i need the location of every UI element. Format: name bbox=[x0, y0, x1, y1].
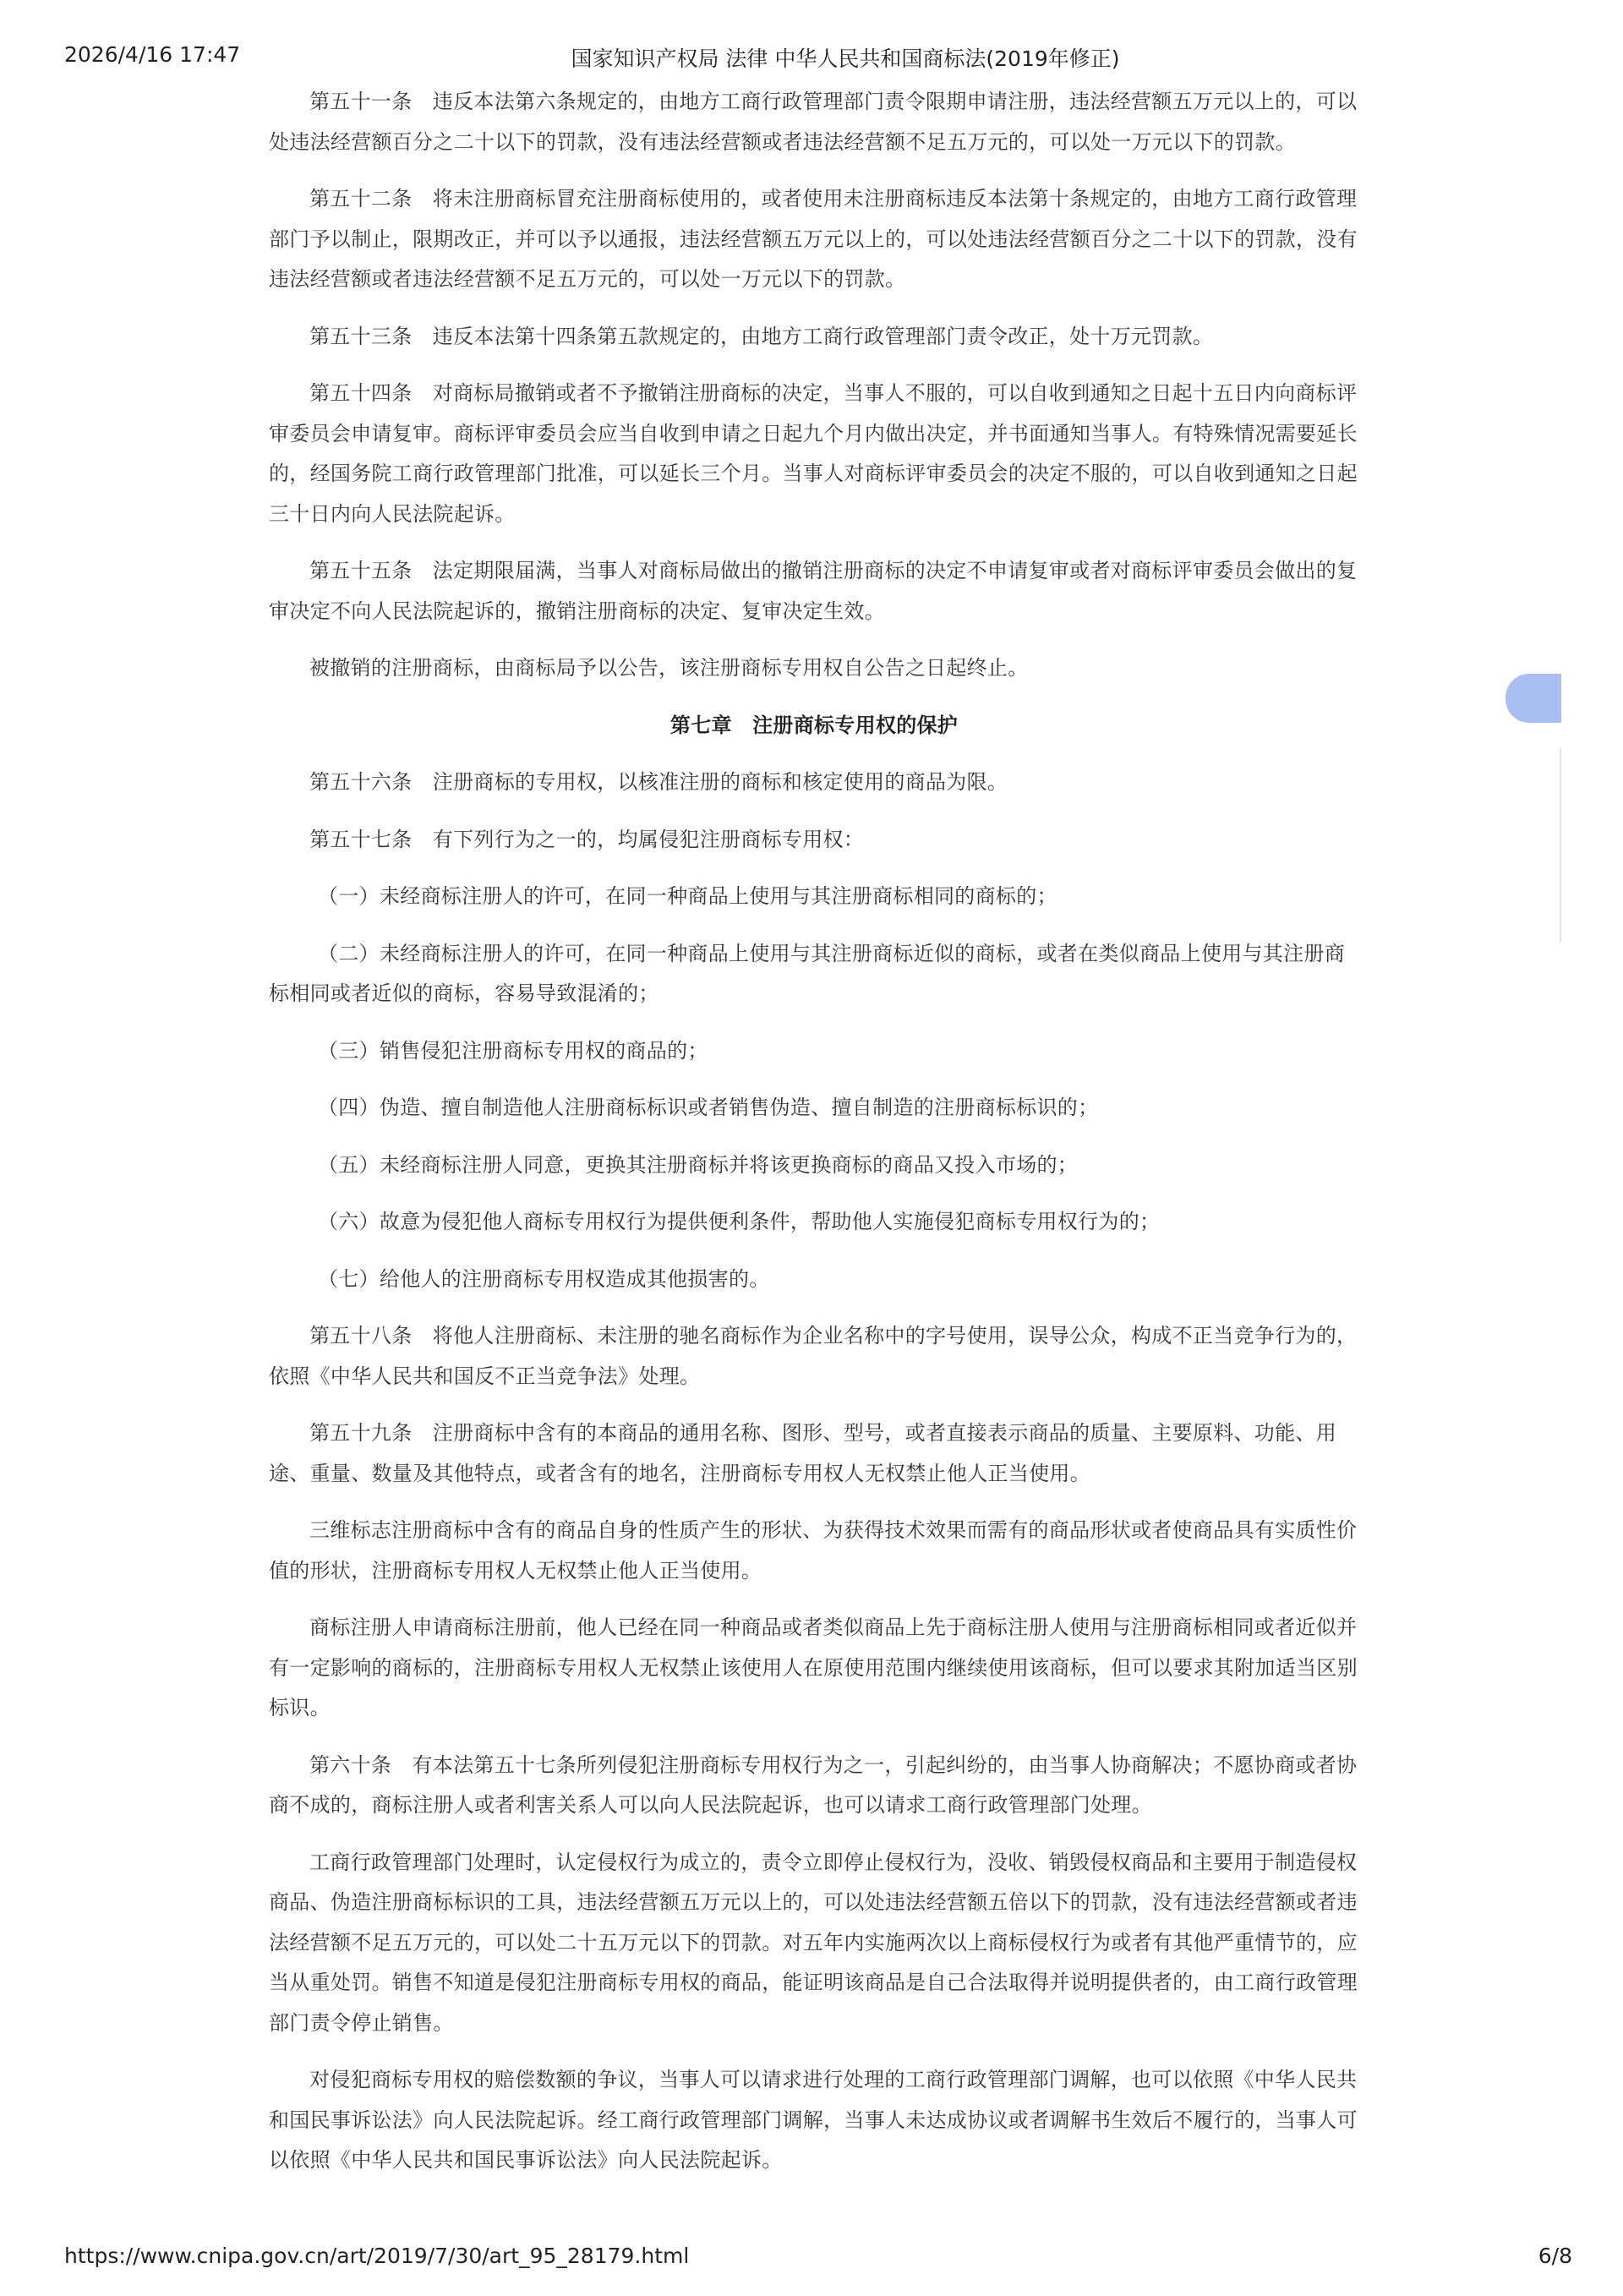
print-url: https://www.cnipa.gov.cn/art/2019/7/30/art_95_28179.html bbox=[64, 2244, 690, 2268]
chapter-heading: 第七章 注册商标专用权的保护 bbox=[669, 713, 959, 737]
article-53: 第五十三条 违反本法第十四条第五款规定的，由地方工商行政管理部门责令改正，处十万元罚款。 bbox=[309, 324, 1214, 348]
page-indicator: 6/8 bbox=[1538, 2244, 1572, 2268]
article-57-item-2: （二）未经商标注册人的许可，在同一种商品上使用与其注册商标近似的商标，或者在类似商品上使用与其注册商标相同或者近似的商标，容易导致混淆的； bbox=[269, 941, 1345, 1005]
article-57-item-6: （六）故意为侵犯他人商标专用权行为提供便利条件，帮助他人实施侵犯商标专用权行为的； bbox=[318, 1210, 1161, 1233]
article-54: 第五十四条 对商标局撤销或者不予撤销注册商标的决定，当事人不服的，可以自收到通知之日起十五日内向商标评审委员会申请复审。商标评审委员会应当自收到申请之日起九个月内做出决定，并书面通知当事人。有特殊情况需要延长的，经国务院工商行政管理部门批准，可以延长三个月。当事人对商标评审委员会的决定不服的，可以自收到通知之日起三十日内向人民法院起诉。 bbox=[269, 381, 1358, 526]
article-59-para-3: 商标注册人申请商标注册前，他人已经在同一种商品或者类似商品上先于商标注册人使用与注册商标相同或者近似并有一定影响的商标的，注册商标专用权人无权禁止该使用人在原使用范围内继续使用该商标，但可以要求其附加适当区别标识。 bbox=[269, 1615, 1358, 1719]
article-60: 第六十条 有本法第五十七条所列侵犯注册商标专用权行为之一，引起纠纷的，由当事人协商解决；不愿协商或者协商不成的，商标注册人或者利害关系人可以向人民法院起诉，也可以请求工商行政管理部门处理。 bbox=[269, 1752, 1358, 1817]
article-51: 第五十一条 违反本法第六条规定的，由地方工商行政管理部门责令限期申请注册，违法经营额五万元以上的，可以处违法经营额百分之二十以下的罚款，没有违法经营额或者违法经营额不足五万元的，可以处一万元以下的罚款。 bbox=[269, 90, 1358, 154]
side-float-tab[interactable] bbox=[1506, 674, 1561, 723]
article-59-para-2: 三维标志注册商标中含有的商品自身的性质产生的形状、为获得技术效果而需有的商品形状或者使商品具有实质性价值的形状，注册商标专用权人无权禁止他人正当使用。 bbox=[269, 1518, 1358, 1583]
article-57-item-4: （四）伪造、擅自制造他人注册商标标识或者销售伪造、擅自制造的注册商标标识的； bbox=[318, 1096, 1099, 1119]
print-datetime: 2026/4/16 17:47 bbox=[64, 42, 241, 67]
article-60-para-2: 工商行政管理部门处理时，认定侵权行为成立的，责令立即停止侵权行为，没收、销毁侵权商品和主要用于制造侵权商品、伪造注册商标标识的工具，违法经营额五万元以上的，可以处违法经营额五倍以下的罚款，没有违法经营额或者违法经营额不足五万元的，可以处二十五万元以下的罚款。对五年内实施两次以上商标侵权行为或者有其他严重情节的，应当从重处罚。销售不知道是侵犯注册商标专用权的商品，能证明该商品是自己合法取得并说明提供者的，由工商行政管理部门责令停止销售。 bbox=[269, 1850, 1358, 2035]
article-56: 第五十六条 注册商标的专用权，以核准注册的商标和核定使用的商品为限。 bbox=[309, 770, 1008, 794]
article-57-item-3: （三）销售侵犯注册商标专用权的商品的； bbox=[318, 1038, 708, 1063]
article-57-item-7: （七）给他人的注册商标专用权造成其他损害的。 bbox=[318, 1266, 770, 1291]
revoked-mark-paragraph: 被撤销的注册商标，由商标局予以公告，该注册商标专用权自公告之日起终止。 bbox=[309, 656, 1029, 680]
article-60-para-3: 对侵犯商标专用权的赔偿数额的争议，当事人可以请求进行处理的工商行政管理部门调解，也可以依照《中华人民共和国民事诉讼法》向人民法院起诉。经工商行政管理部门调解，当事人未达成协议或者调解书生效后不履行的，当事人可以依照《中华人民共和国民事诉讼法》向人民法院起诉。 bbox=[269, 2068, 1358, 2172]
article-55: 第五十五条 法定期限届满，当事人对商标局做出的撤销注册商标的决定不申请复审或者对商标评审委员会做出的复审决定不向人民法院起诉的，撤销注册商标的决定、复审决定生效。 bbox=[269, 559, 1358, 623]
article-57-item-1: （一）未经商标注册人的许可，在同一种商品上使用与其注册商标相同的商标的； bbox=[318, 884, 1057, 908]
article-body bbox=[269, 82, 1359, 2198]
article-58: 第五十八条 将他人注册商标、未注册的驰名商标作为企业名称中的字号使用，误导公众，构成不正当竞争行为的，依照《中华人民共和国反不正当竞争法》处理。 bbox=[269, 1324, 1358, 1388]
article-52: 第五十二条 将未注册商标冒充注册商标使用的，或者使用未注册商标违反本法第十条规定的，由地方工商行政管理部门予以制止，限期改正，并可以予以通报，违法经营额五万元以上的，可以处违法经营额百分之二十以下的罚款，没有违法经营额或者违法经营额不足五万元的，可以处一万元以下的罚款。 bbox=[269, 187, 1358, 291]
article-57: 第五十七条 有下列行为之一的，均属侵犯注册商标专用权： bbox=[309, 827, 865, 851]
article-57-item-5: （五）未经商标注册人同意，更换其注册商标并将该更换商标的商品又投入市场的； bbox=[318, 1152, 1079, 1177]
side-scroll-rail bbox=[1560, 748, 1561, 943]
print-page-title: 国家知识产权局 法律 中华人民共和国商标法(2019年修正) bbox=[571, 46, 1120, 71]
article-59: 第五十九条 注册商标中含有的本商品的通用名称、图形、型号，或者直接表示商品的质量、主要原料、功能、用途、重量、数量及其他特点，或者含有的地名，注册商标专用权人无权禁止他人正当使用。 bbox=[269, 1421, 1336, 1485]
